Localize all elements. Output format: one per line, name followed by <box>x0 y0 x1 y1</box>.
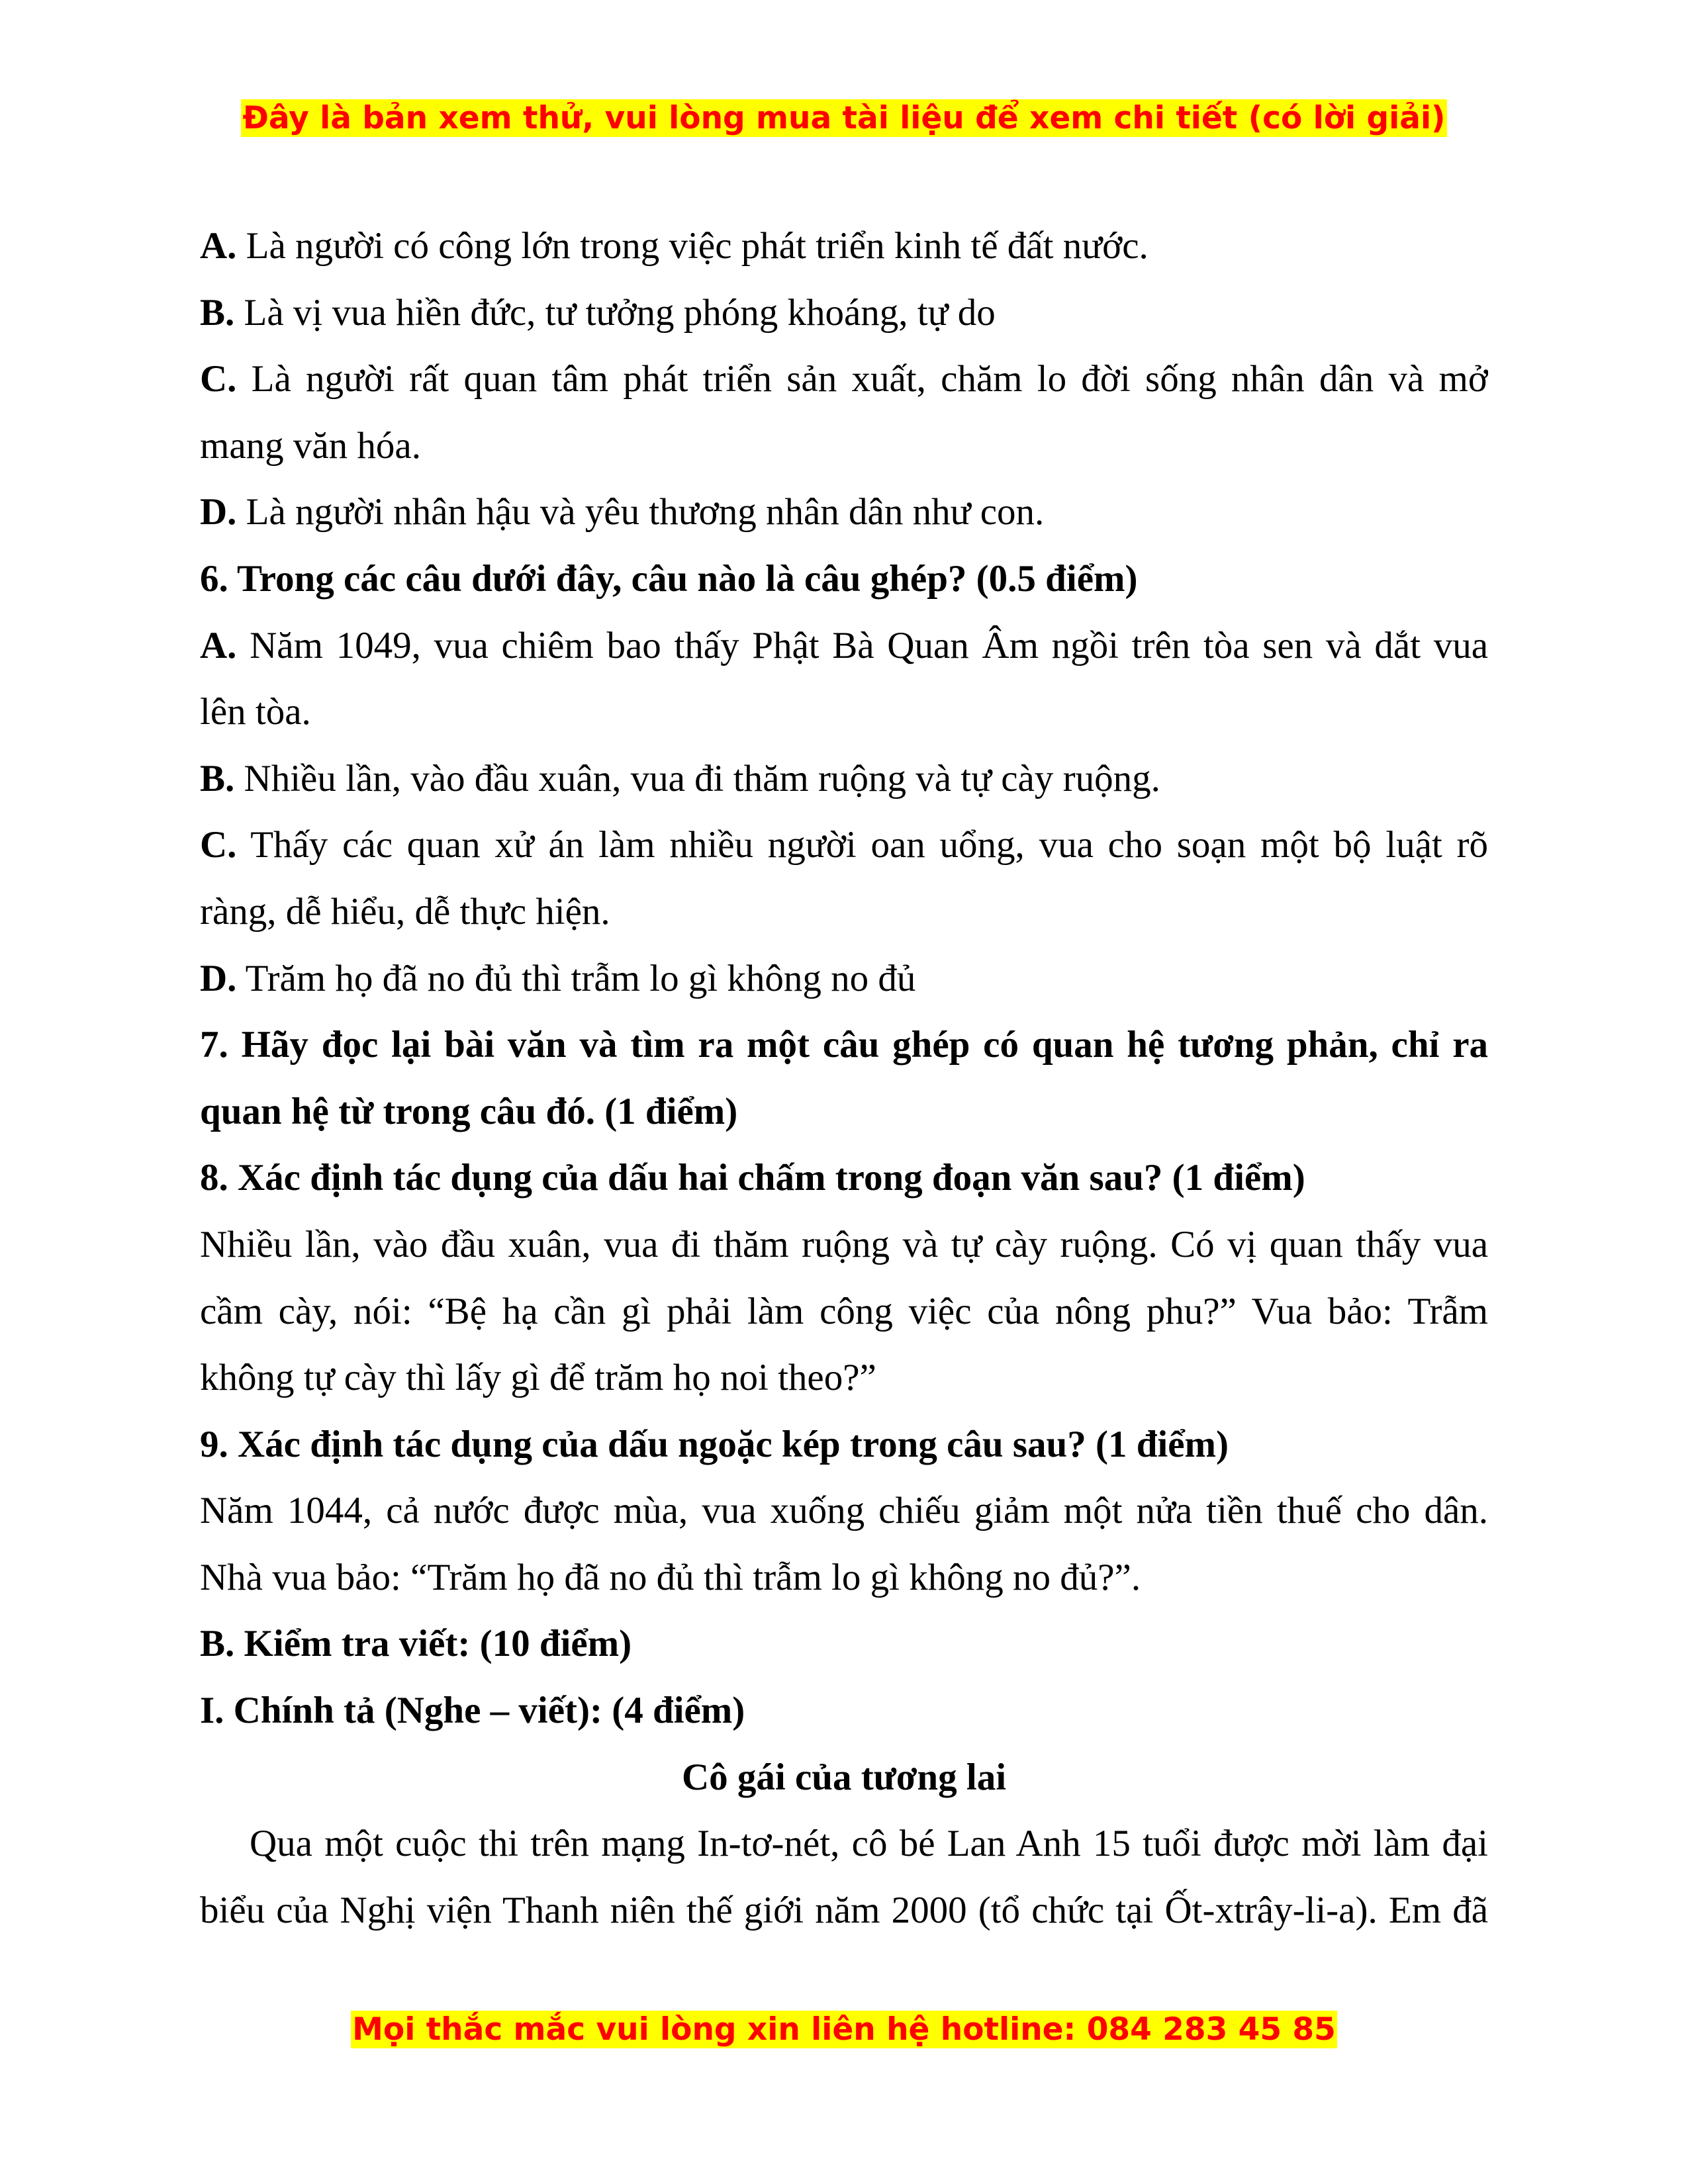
option-label: A. <box>200 225 237 267</box>
option-label: B. <box>200 757 235 799</box>
q9-passage-line: Nhà vua bảo: “Trăm họ đã no đủ thì trẫm lo gì không no đủ?”. <box>200 1556 1141 1598</box>
section-b-heading: B. Kiểm tra viết: (10 điểm) <box>200 1623 632 1665</box>
dictation-line: Qua một cuộc thi trên mạng In-tơ-nét, cô bé Lan Anh 15 tuổi được mời làm đại <box>250 1823 1488 1865</box>
q6-option-a <box>200 613 1488 680</box>
dictation-title: Cô gái của tương lai <box>681 1756 1007 1798</box>
option-text: Nhiều lần, vào đầu xuân, vua đi thăm ruộng và tự cày ruộng. <box>244 757 1160 799</box>
q5-option-c-cont: mang văn hóa. <box>200 424 421 467</box>
option-text: Là vị vua hiền đức, tư tưởng phóng khoáng, tự do <box>244 291 996 334</box>
option-label: C. <box>200 824 237 866</box>
option-text: Là người nhân hậu và yêu thương nhân dân như con. <box>246 491 1045 533</box>
section-i-heading: I. Chính tả (Nghe – viết): (4 điểm) <box>200 1690 745 1732</box>
option-text: Thấy các quan xử án làm nhiều người oan uổng, vua cho soạn một bộ luật rõ <box>250 824 1488 866</box>
q8-question: 8. Xác định tác dụng của dấu hai chấm trong đoạn văn sau? (1 điểm) <box>200 1157 1305 1199</box>
preview-notice-banner <box>0 99 1688 137</box>
q5-option-c <box>200 346 1488 413</box>
q6-option-b <box>200 746 1488 813</box>
option-label: B. <box>200 291 235 334</box>
q8-passage-line: không tự cày thì lấy gì để trăm họ noi theo?” <box>200 1357 876 1399</box>
q5-option-a <box>200 213 1488 280</box>
q8-passage-line: Nhiều lần, vào đầu xuân, vua đi thăm ruộng và tự cày ruộng. Có vị quan thấy vua <box>200 1223 1488 1265</box>
q7-question-cont: quan hệ từ trong câu đó. (1 điểm) <box>200 1090 738 1132</box>
q9-passage-line: Năm 1044, cả nước được mùa, vua xuống chiếu giảm một nửa tiền thuế cho dân. <box>200 1490 1488 1532</box>
option-text: Là người có công lớn trong việc phát triển kinh tế đất nước. <box>246 225 1149 267</box>
q8-passage-line: cầm cày, nói: “Bệ hạ cần gì phải làm công việc của nông phu?” Vua bảo: Trẫm <box>200 1290 1488 1332</box>
q6-question: 6. Trong các câu dưới đây, câu nào là câu ghép? (0.5 điểm) <box>200 557 1138 600</box>
option-label: C. <box>200 358 237 400</box>
option-label: D. <box>200 957 237 999</box>
preview-notice-text: Đây là bản xem thử, vui lòng mua tài liệu để xem chi tiết (có lời giải) <box>242 100 1446 136</box>
option-label: A. <box>200 624 237 666</box>
q5-option-b <box>200 280 1488 347</box>
hotline-banner <box>0 2011 1688 2048</box>
q6-option-c <box>200 812 1488 879</box>
option-text: Là người rất quan tâm phát triển sản xuất, chăm lo đời sống nhân dân và mở <box>251 358 1488 400</box>
option-text: Năm 1049, vua chiêm bao thấy Phật Bà Quan Âm ngồi trên tòa sen và dắt vua <box>250 624 1488 666</box>
q6-option-d <box>200 946 1488 1013</box>
q5-option-d <box>200 479 1488 546</box>
q6-option-c-cont: ràng, dễ hiểu, dễ thực hiện. <box>200 890 610 933</box>
q9-question: 9. Xác định tác dụng của dấu ngoặc kép trong câu sau? (1 điểm) <box>200 1423 1229 1465</box>
hotline-text: Mọi thắc mắc vui lòng xin liên hệ hotline: 084 283 45 85 <box>352 2011 1336 2048</box>
q6-option-a-cont: lên tòa. <box>200 691 311 733</box>
q7-question: 7. Hãy đọc lại bài văn và tìm ra một câu ghép có quan hệ tương phản, chỉ ra <box>200 1024 1488 1066</box>
option-label: D. <box>200 491 237 533</box>
option-text: Trăm họ đã no đủ thì trẫm lo gì không no đủ <box>245 957 916 999</box>
document-body <box>200 213 1488 1944</box>
dictation-line: biểu của Nghị viện Thanh niên thế giới năm 2000 (tổ chức tại Ốt-xtrây-li-a). Em đã <box>200 1889 1488 1931</box>
